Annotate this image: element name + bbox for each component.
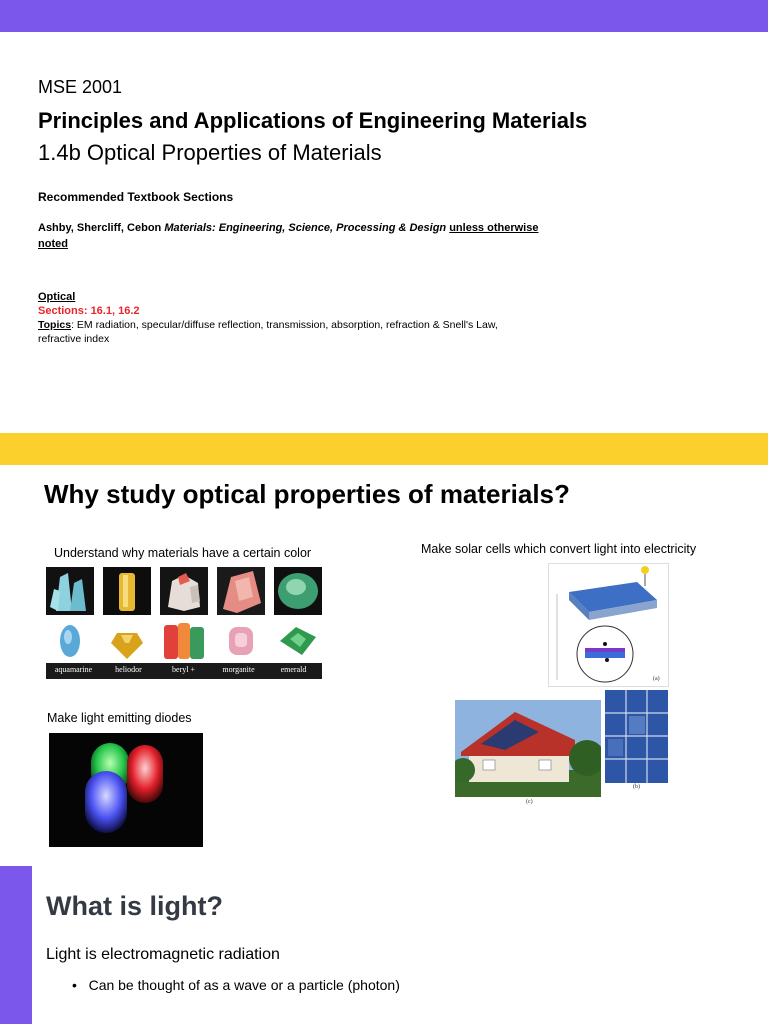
bullet-item bbox=[72, 977, 400, 993]
side-purple-band bbox=[0, 866, 32, 1024]
what-is-light-title: What is light? bbox=[46, 891, 223, 921]
gem-label-aquamarine: aquamarine bbox=[54, 665, 93, 674]
gemstone-image bbox=[46, 567, 322, 680]
lecture-title: 1.4b Optical Properties of Materials bbox=[38, 140, 382, 165]
led-illustration bbox=[49, 733, 203, 847]
course-header-section bbox=[38, 76, 738, 346]
solar-panel-photo bbox=[605, 690, 668, 783]
gem-label-heliodor: heliodor bbox=[115, 665, 142, 674]
emerald-crystal-image bbox=[274, 567, 322, 615]
diagram-label-c: (c) bbox=[526, 799, 533, 805]
morganite-crystal-image bbox=[217, 567, 265, 615]
gem-label-beryl: beryl + bbox=[172, 665, 195, 674]
emerald-cut-image bbox=[274, 617, 322, 665]
beryl-cut-image bbox=[160, 617, 208, 665]
solar-house-illustration bbox=[455, 700, 601, 797]
caption-solar: Make solar cells which convert light into electricity bbox=[421, 542, 697, 556]
beryl-crystal-image bbox=[160, 567, 208, 615]
led-photo bbox=[49, 733, 203, 847]
diagram-label-b: (b) bbox=[633, 784, 640, 790]
diagram-label-a: (a) bbox=[653, 676, 660, 682]
textbook-reference bbox=[38, 220, 548, 252]
caption-led: Make light emitting diodes bbox=[47, 711, 192, 725]
sections-list: Sections: 16.1, 16.2 bbox=[38, 305, 140, 317]
book-title: Materials: Engineering, Science, Processing & Design bbox=[164, 222, 447, 234]
aquamarine-crystal-image bbox=[46, 567, 94, 615]
topics-label: Topics bbox=[38, 319, 72, 331]
gem-label-emerald: emerald bbox=[280, 665, 307, 674]
caption-color: Understand why materials have a certain color bbox=[54, 546, 312, 560]
morganite-cut-image bbox=[217, 617, 265, 665]
book-note: unless otherwise noted bbox=[38, 222, 539, 250]
recommended-heading: Recommended Textbook Sections bbox=[38, 190, 234, 204]
why-study-title: Why study optical properties of materials? bbox=[44, 479, 570, 509]
course-title: Principles and Applications of Engineering Materials bbox=[38, 108, 588, 133]
topic-name: Optical bbox=[38, 291, 76, 303]
solar-panel-illustration bbox=[605, 690, 668, 783]
solar-house-photo bbox=[455, 700, 601, 797]
topics-text: : EM radiation, specular/diffuse reflection, transmission, absorption, refraction & Snell's Law, refractive index bbox=[38, 319, 498, 345]
top-purple-band bbox=[0, 0, 768, 32]
yellow-divider-band bbox=[0, 433, 768, 465]
heliodor-crystal-image bbox=[103, 567, 151, 615]
aquamarine-cut-image bbox=[46, 617, 94, 665]
topics-line bbox=[38, 318, 538, 346]
heliodor-cut-image bbox=[103, 617, 151, 665]
light-statement: Light is electromagnetic radiation bbox=[46, 946, 280, 963]
authors: Ashby, Shercliff, Cebon bbox=[38, 222, 162, 234]
bullet-text: Can be thought of as a wave or a particle (photon) bbox=[88, 977, 400, 993]
bullet-mark: • bbox=[72, 977, 77, 993]
solar-cell-illustration bbox=[549, 564, 668, 686]
solar-cell-diagram bbox=[548, 563, 669, 687]
gem-label-morganite: morganite bbox=[222, 665, 255, 674]
course-code: MSE 2001 bbox=[38, 77, 123, 97]
